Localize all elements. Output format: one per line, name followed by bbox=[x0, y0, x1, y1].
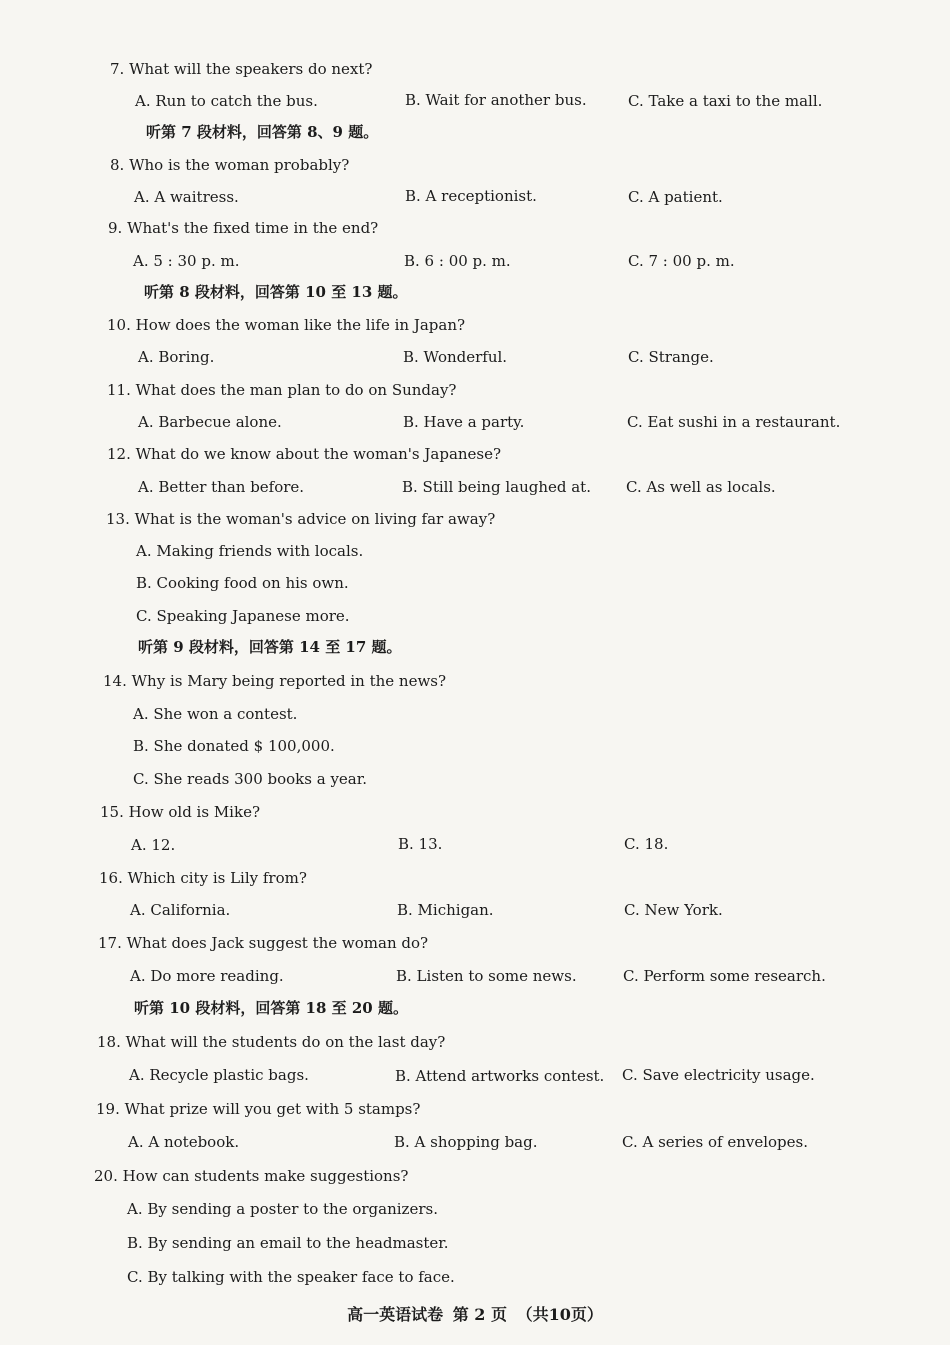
section-heading: 听第 10 段材料，回答第 18 至 20 题。 bbox=[134, 999, 408, 1017]
question-18: 18. What will the students do on the last day? bbox=[97, 1033, 446, 1051]
option: C. As well as locals. bbox=[626, 478, 776, 496]
option: A. Barbecue alone. bbox=[138, 413, 282, 431]
option: C. A patient. bbox=[628, 188, 723, 206]
option: A. Better than before. bbox=[138, 478, 305, 496]
question-19: 19. What prize will you get with 5 stamps? bbox=[96, 1100, 421, 1118]
option: A. Run to catch the bus. bbox=[135, 92, 318, 110]
option: A. California. bbox=[130, 901, 231, 919]
option: B. She donated $ 100,000. bbox=[133, 737, 335, 755]
question-15: 15. How old is Mike? bbox=[100, 803, 260, 821]
question-12: 12. What do we know about the woman's Japanese? bbox=[107, 445, 502, 463]
option: C. By talking with the speaker face to face. bbox=[127, 1268, 455, 1286]
section-heading: 听第 9 段材料，回答第 14 至 17 题。 bbox=[138, 638, 402, 656]
option: B. A receptionist. bbox=[405, 187, 537, 205]
question-14: 14. Why is Mary being reported in the news? bbox=[103, 672, 447, 690]
option: B. Cooking food on his own. bbox=[136, 574, 349, 592]
option: C. 7 : 00 p. m. bbox=[628, 252, 735, 270]
option: A. A notebook. bbox=[128, 1133, 240, 1151]
question-11: 11. What does the man plan to do on Sunday? bbox=[107, 381, 457, 399]
option: B. Michigan. bbox=[397, 901, 494, 919]
option: A. Recycle plastic bags. bbox=[129, 1066, 309, 1084]
option: A. 12. bbox=[131, 836, 176, 854]
option: B. Wait for another bus. bbox=[405, 91, 587, 109]
option: B. Wonderful. bbox=[403, 348, 508, 366]
question-10: 10. How does the woman like the life in Japan? bbox=[107, 316, 466, 334]
page-number: 第 2 页 bbox=[452, 1305, 507, 1324]
question-8: 8. Who is the woman probably? bbox=[110, 156, 350, 174]
option: B. Listen to some news. bbox=[396, 967, 577, 985]
question-20: 20. How can students make suggestions? bbox=[94, 1167, 409, 1185]
option: B. A shopping bag. bbox=[394, 1133, 538, 1151]
option: C. Save electricity usage. bbox=[622, 1066, 815, 1084]
option: A. Do more reading. bbox=[130, 967, 284, 985]
question-13: 13. What is the woman's advice on living far away? bbox=[106, 510, 496, 528]
option: C. Strange. bbox=[628, 348, 714, 366]
option: C. A series of envelopes. bbox=[622, 1133, 808, 1151]
option: A. Making friends with locals. bbox=[136, 542, 364, 560]
option: C. 18. bbox=[624, 835, 669, 853]
option: A. Boring. bbox=[138, 348, 215, 366]
option: B. Have a party. bbox=[403, 413, 525, 431]
option: C. New York. bbox=[624, 901, 723, 919]
question-7: 7. What will the speakers do next? bbox=[110, 60, 373, 78]
page-total: （共10页） bbox=[516, 1305, 603, 1324]
option: C. Speaking Japanese more. bbox=[136, 607, 350, 625]
section-heading: 听第 8 段材料，回答第 10 至 13 题。 bbox=[144, 283, 408, 301]
option: A. She won a contest. bbox=[133, 705, 298, 723]
option: A. By sending a poster to the organizers. bbox=[127, 1200, 438, 1218]
option: C. Eat sushi in a restaurant. bbox=[627, 413, 841, 431]
question-9: 9. What's the fixed time in the end? bbox=[108, 219, 379, 237]
option: B. 13. bbox=[398, 835, 443, 853]
section-heading: 听第 7 段材料，回答第 8、9 题。 bbox=[146, 123, 379, 141]
option: A. 5 : 30 p. m. bbox=[133, 252, 240, 270]
option: B. Attend artworks contest. bbox=[395, 1067, 605, 1085]
option: C. She reads 300 books a year. bbox=[133, 770, 368, 788]
question-17: 17. What does Jack suggest the woman do? bbox=[98, 934, 429, 952]
question-16: 16. Which city is Lily from? bbox=[99, 869, 307, 887]
option: B. By sending an email to the headmaster. bbox=[127, 1234, 449, 1252]
option: B. Still being laughed at. bbox=[402, 478, 591, 496]
option: C. Take a taxi to the mall. bbox=[628, 92, 823, 110]
option: B. 6 : 00 p. m. bbox=[404, 252, 511, 270]
exam-title: 高一英语试卷 bbox=[347, 1305, 444, 1324]
page-footer bbox=[0, 1302, 950, 1325]
option: A. A waitress. bbox=[134, 188, 239, 206]
option: C. Perform some research. bbox=[623, 967, 826, 985]
